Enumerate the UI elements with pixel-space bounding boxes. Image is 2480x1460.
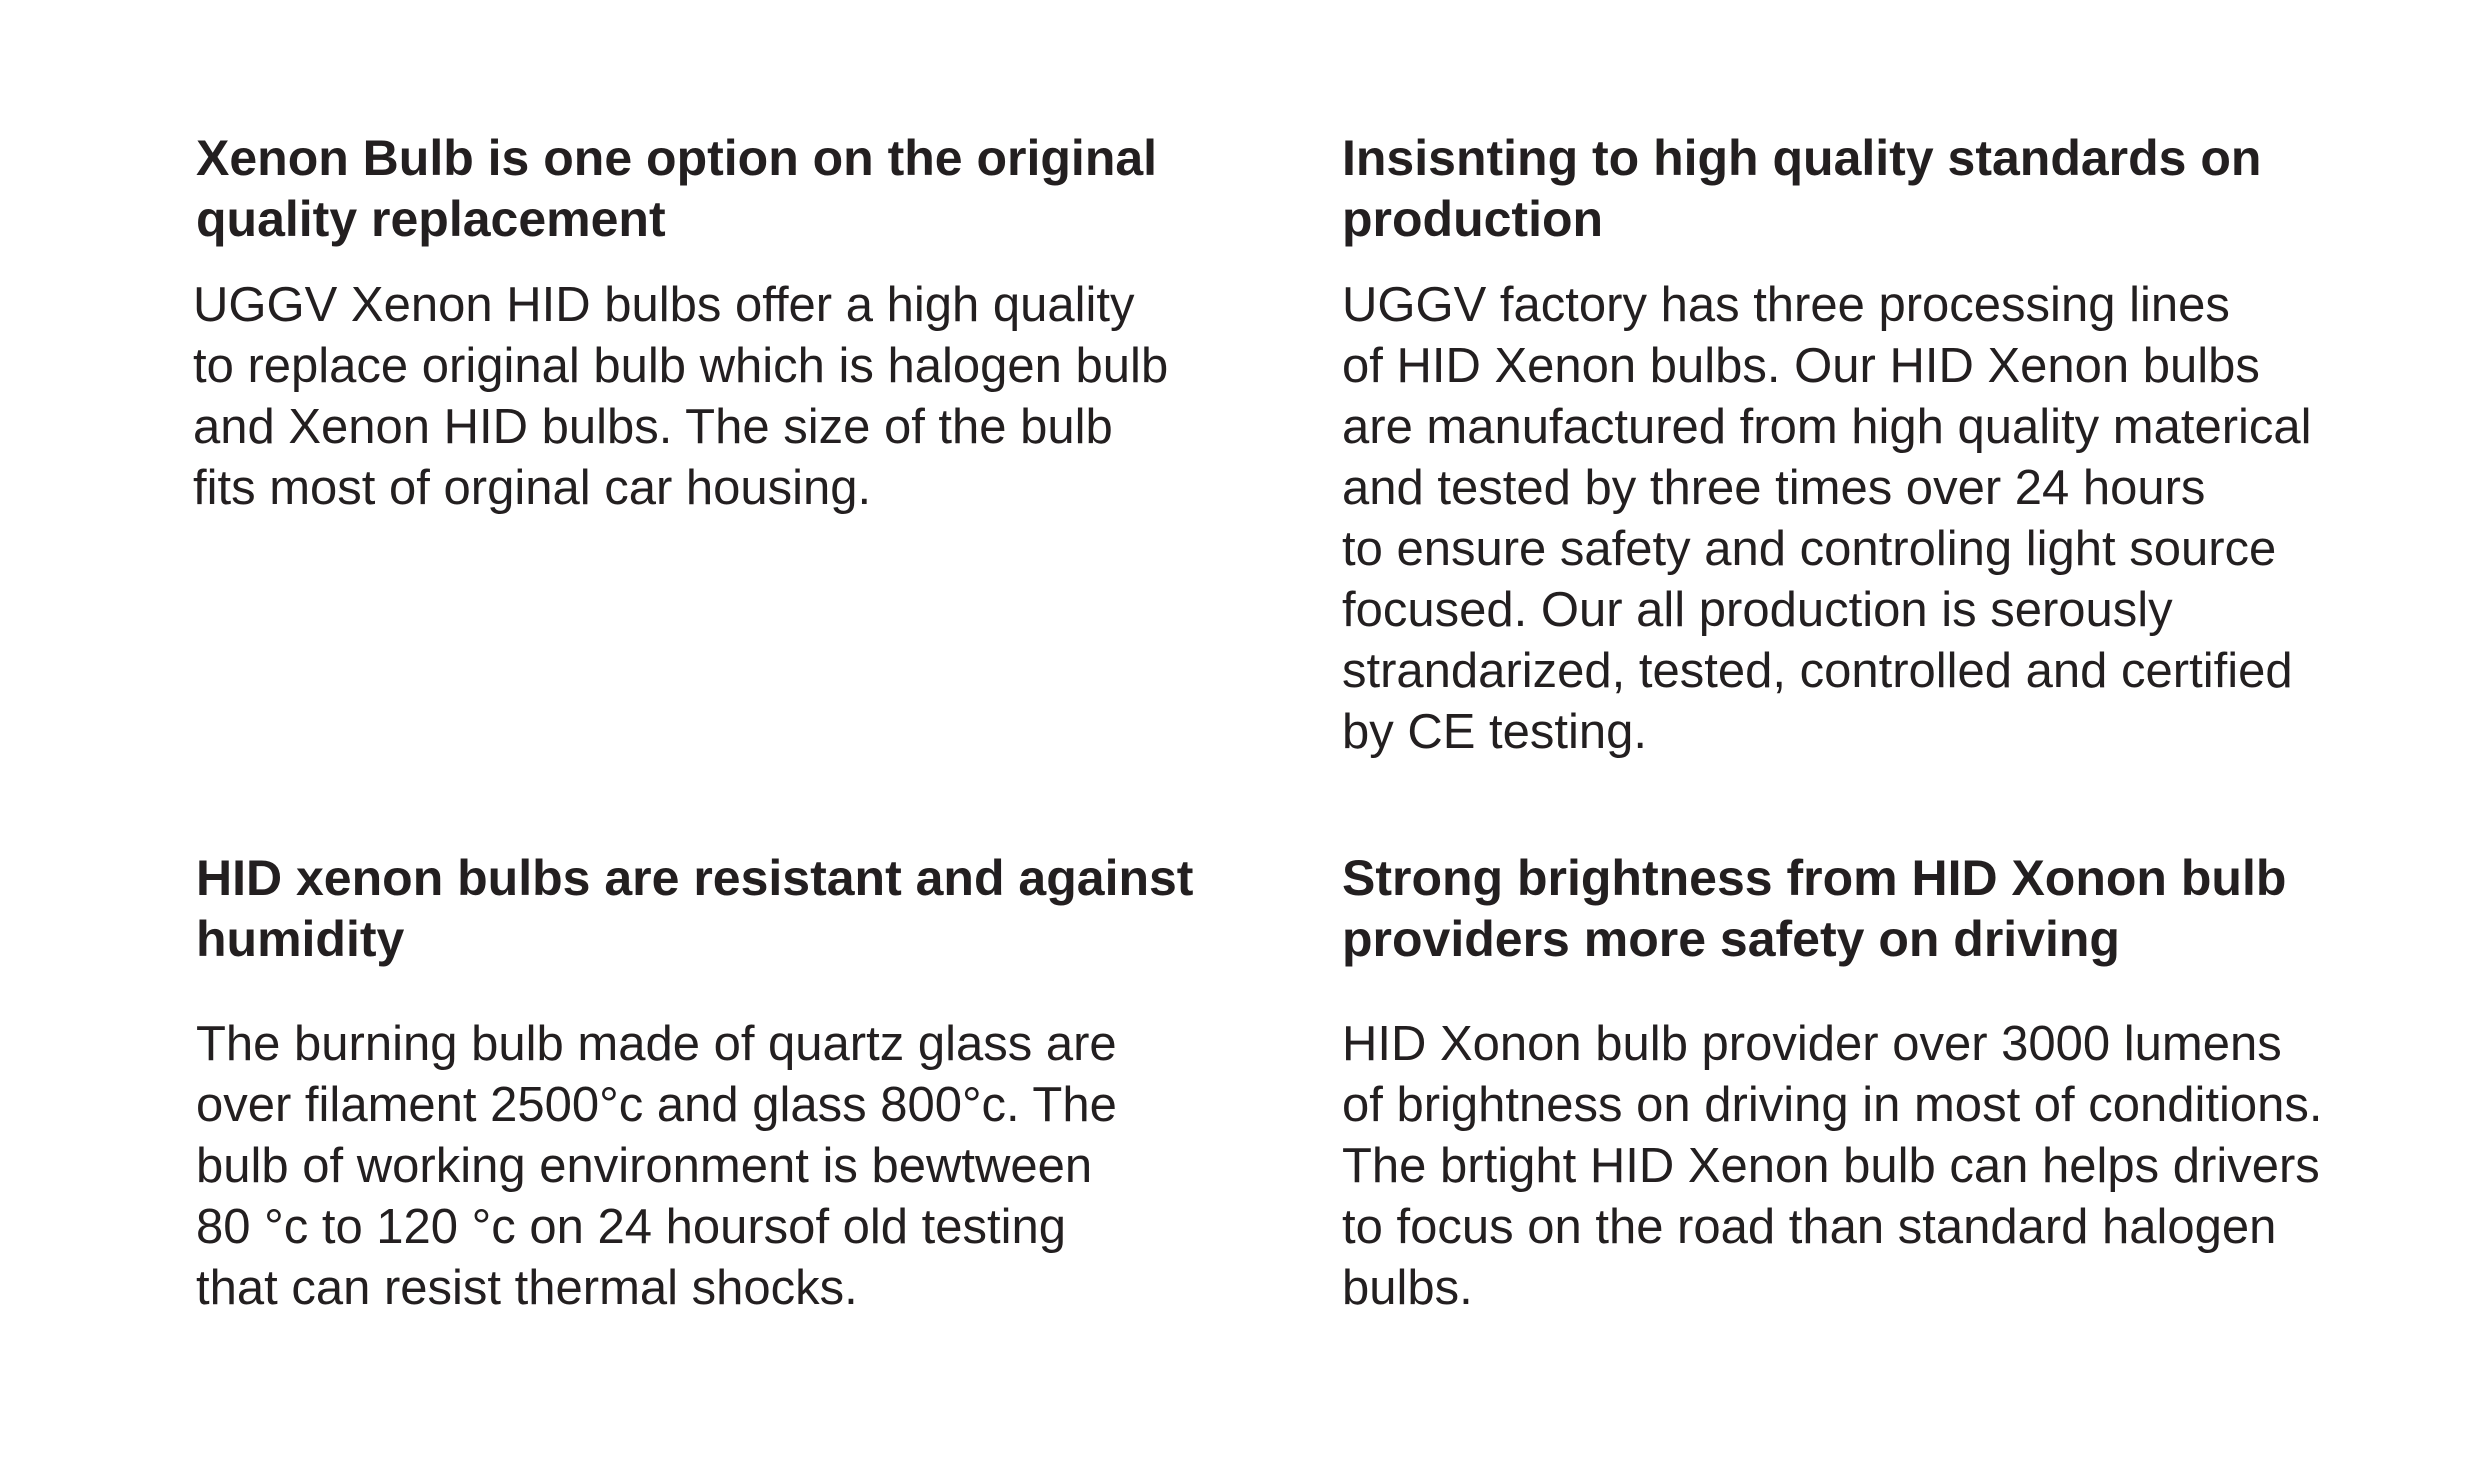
heading-line: HID xenon bulbs are resistant and against: [196, 850, 1194, 906]
section-body: [1342, 275, 2402, 763]
body-line: that can resist thermal shocks.: [196, 1261, 858, 1315]
body-line: bulbs.: [1342, 1261, 1473, 1315]
body-line: The brtight HID Xenon bulb can helps drivers: [1342, 1139, 2320, 1193]
section-body: [193, 275, 1256, 519]
body-line: HID Xonon bulb provider over 3000 lumens: [1342, 1017, 2282, 1071]
body-line: The burning bulb made of quartz glass are: [196, 1017, 1117, 1071]
heading-line: quality replacement: [196, 191, 666, 247]
body-line: 80 °c to 120 °c on 24 hoursof old testing: [196, 1200, 1067, 1254]
body-line: focused. Our all production is serously: [1342, 583, 2173, 637]
body-line: of brightness on driving in most of conditions.: [1342, 1078, 2323, 1132]
section-quality-standards: [1342, 128, 2402, 763]
heading-line: Insisnting to high quality standards on: [1342, 130, 2262, 186]
heading-line: humidity: [196, 911, 405, 967]
heading-line: production: [1342, 191, 1604, 247]
body-line: fits most of orginal car housing.: [193, 461, 872, 515]
section-original-quality-replacement: [193, 128, 1256, 519]
body-line: bulb of working environment is bewtween: [196, 1139, 1093, 1193]
section-heading: [1342, 128, 2402, 250]
section-heading: [196, 128, 1256, 250]
body-line: UGGV Xenon HID bulbs offer a high quality: [193, 278, 1135, 332]
section-body: [196, 1014, 1256, 1319]
section-heading: [196, 848, 1256, 970]
heading-line: providers more safety on driving: [1342, 911, 2120, 967]
heading-line: Strong brightness from HID Xonon bulb: [1342, 850, 2287, 906]
body-line: to replace original bulb which is halogen bulb: [193, 339, 1169, 393]
heading-line: Xenon Bulb is one option on the original: [196, 130, 1158, 186]
body-line: by CE testing.: [1342, 705, 1648, 759]
body-line: strandarized, tested, controlled and certified: [1342, 644, 2293, 698]
section-strong-brightness: [1342, 848, 2402, 1319]
body-line: over filament 2500°c and glass 800°c. The: [196, 1078, 1117, 1132]
body-line: of HID Xenon bulbs. Our HID Xenon bulbs: [1342, 339, 2260, 393]
body-line: to focus on the road than standard halogen: [1342, 1200, 2277, 1254]
body-line: are manufactured from high quality materical: [1342, 400, 2312, 454]
section-heading: [1342, 848, 2402, 970]
body-line: and Xenon HID bulbs. The size of the bulb: [193, 400, 1113, 454]
body-line: to ensure safety and controling light source: [1342, 522, 2277, 576]
section-body: [1342, 1014, 2402, 1319]
body-line: UGGV factory has three processing lines: [1342, 278, 2230, 332]
body-line: and tested by three times over 24 hours: [1342, 461, 2206, 515]
section-humidity-resistance: [196, 848, 1256, 1319]
